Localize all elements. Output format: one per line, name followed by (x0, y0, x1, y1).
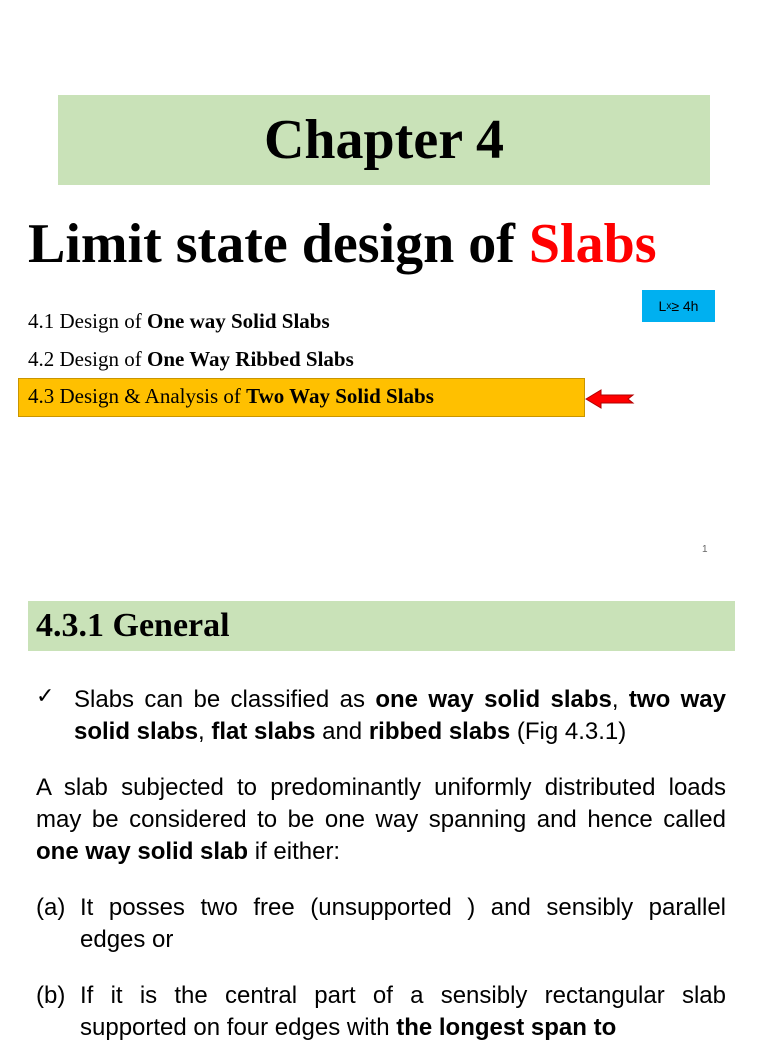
definition-paragraph (36, 772, 726, 868)
text-run: , (198, 718, 212, 745)
toc-item-4-2 (28, 349, 354, 370)
toc-item-bold: One Way Ribbed Slabs (147, 347, 354, 371)
badge-rest: ≥ 4h (671, 298, 699, 314)
main-title-highlight: Slabs (528, 213, 657, 275)
item-a-text: It posses two free (unsupported ) and sensibly parallel edges or (80, 894, 726, 953)
text-run: If it is the central part of a sensibly rectangular slab supported on four edges with (80, 982, 726, 1041)
toc-item-prefix: 4.2 Design of (28, 347, 147, 371)
section-title: 4.3.1 General (36, 607, 230, 644)
text-run: and (315, 718, 369, 745)
bold-run: ribbed slabs (368, 718, 511, 745)
text-run: , (611, 686, 629, 713)
bold-run: two way solid slabs (74, 686, 726, 745)
check-mark-icon: ✓ (36, 684, 55, 709)
text-run: if either: (248, 838, 341, 865)
text-run: (Fig 4.3.1) (510, 718, 627, 745)
toc-item-4-1 (28, 311, 330, 332)
badge-l: L (658, 298, 667, 314)
item-a-label: (a) (36, 894, 66, 921)
text-run: Slabs can be classified as (74, 686, 376, 713)
bold-run: one way solid slab (36, 838, 249, 865)
toc-item-4-3 (28, 386, 434, 407)
bold-run: the longest span to (396, 1014, 617, 1041)
toc-item-bold: One way Solid Slabs (147, 309, 330, 333)
chapter-title: Chapter 4 (263, 109, 505, 171)
bold-run: flat slabs (211, 718, 316, 745)
main-title-prefix: Limit state design of (28, 213, 529, 275)
item-b-text (80, 980, 726, 1044)
bold-run: one way solid slabs (375, 686, 612, 713)
item-b-label: (b) (36, 982, 66, 1009)
badge-sub: x (666, 300, 672, 312)
page-number: 1 (702, 544, 708, 555)
toc-item-prefix: 4.3 Design & Analysis of (28, 384, 247, 408)
text-run: A slab subjected to predominantly uniformly distributed loads may be considered to be one way spanning and hence called (36, 774, 726, 833)
toc-item-bold: Two Way Solid Slabs (246, 384, 434, 408)
main-title (28, 213, 758, 275)
span-ratio-badge (642, 290, 715, 322)
toc-item-prefix: 4.1 Design of (28, 309, 147, 333)
bullet-classification (74, 684, 726, 748)
chapter-title-band (58, 95, 710, 185)
left-arrow-icon (585, 388, 635, 410)
